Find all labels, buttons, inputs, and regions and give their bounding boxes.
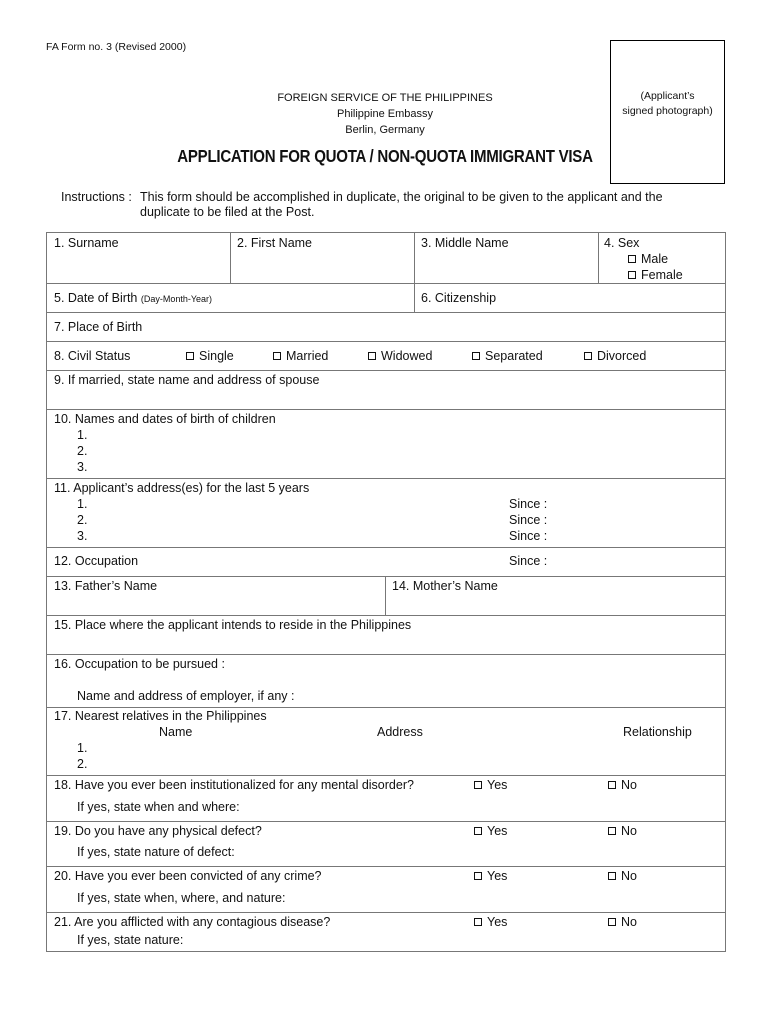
q21-question: 21. Are you afflicted with any contagious disease? (54, 915, 331, 929)
intended-residence-field[interactable]: 15. Place where the applicant intends to reside in the Philippines (54, 618, 412, 632)
q19-details-field[interactable]: If yes, state nature of defect: (77, 845, 235, 859)
checkbox-icon (368, 352, 376, 360)
header-line-2: Philippine Embassy (337, 108, 433, 120)
q21-details-field[interactable]: If yes, state nature: (77, 933, 184, 947)
dob-format-hint: (Day-Month-Year) (140, 294, 213, 304)
checkbox-icon (474, 781, 482, 789)
single-label: Single (199, 349, 234, 363)
q20-details-field[interactable]: If yes, state when, where, and nature: (77, 891, 286, 905)
checkbox-icon (608, 918, 616, 926)
q18-details-field[interactable]: If yes, state when and where: (77, 800, 240, 814)
child-2-field[interactable]: 2. (77, 444, 88, 458)
checkbox-icon (608, 781, 616, 789)
civil-status-single-checkbox[interactable] (186, 348, 234, 364)
q18-no-checkbox[interactable] (608, 777, 637, 793)
occupation-since[interactable]: Since : (509, 554, 548, 568)
q20-question: 20. Have you ever been convicted of any crime? (54, 869, 322, 883)
sex-male-checkbox[interactable] (628, 251, 668, 267)
dob-label: 5. Date of Birth (54, 291, 138, 305)
addresses-label: 11. Applicant’s address(es) for the last 5 years (54, 481, 310, 495)
issuer-header (250, 90, 520, 138)
no-label: No (621, 778, 637, 792)
relatives-label: 17. Nearest relatives in the Philippines (54, 709, 267, 723)
married-label: Married (286, 349, 329, 363)
yes-label: Yes (487, 869, 508, 883)
checkbox-icon (608, 827, 616, 835)
checkbox-icon (584, 352, 592, 360)
q19-no-checkbox[interactable] (608, 823, 637, 839)
sex-female-checkbox[interactable] (628, 267, 683, 283)
address-3-field[interactable]: 3. (77, 529, 88, 543)
address-1-field[interactable]: 1. (77, 497, 88, 511)
civil-status-divorced-checkbox[interactable] (584, 348, 646, 364)
checkbox-icon (472, 352, 480, 360)
photo-caption-1: (Applicant’s (640, 90, 695, 102)
q18-yes-checkbox[interactable] (474, 777, 507, 793)
citizenship-field[interactable]: 6. Citizenship (421, 291, 497, 305)
address-2-since[interactable]: Since : (509, 513, 548, 527)
checkbox-icon (474, 918, 482, 926)
checkbox-icon (474, 872, 482, 880)
instructions-label: Instructions : (61, 190, 132, 204)
date-of-birth-field[interactable] (54, 290, 212, 307)
sex-female-label: Female (641, 268, 683, 282)
relative-1-field[interactable]: 1. (77, 741, 88, 755)
no-label: No (621, 869, 637, 883)
q19-yes-checkbox[interactable] (474, 823, 507, 839)
child-3-field[interactable]: 3. (77, 460, 88, 474)
instructions-text: This form should be accomplished in duplicate, the original to be given to the applicant and the duplicate to be filed at the Post. (140, 190, 663, 219)
form-number: FA Form no. 3 (Revised 2000) (46, 41, 187, 53)
surname-field[interactable]: 1. Surname (54, 236, 119, 250)
relatives-name-header: Name (159, 725, 193, 739)
sex-label: 4. Sex (604, 236, 640, 250)
occupation-field[interactable]: 12. Occupation (54, 554, 139, 568)
checkbox-icon (608, 872, 616, 880)
civil-status-widowed-checkbox[interactable] (368, 348, 432, 364)
employer-field[interactable]: Name and address of employer, if any : (77, 689, 295, 703)
address-1-since[interactable]: Since : (509, 497, 548, 511)
photo-caption-2: signed photograph) (622, 105, 713, 117)
q21-yes-checkbox[interactable] (474, 914, 507, 930)
address-2-field[interactable]: 2. (77, 513, 88, 527)
separated-label: Separated (485, 349, 543, 363)
child-1-field[interactable]: 1. (77, 428, 88, 442)
q19-question: 19. Do you have any physical defect? (54, 824, 262, 838)
yes-label: Yes (487, 915, 508, 929)
no-label: No (621, 915, 637, 929)
q21-no-checkbox[interactable] (608, 914, 637, 930)
header-line-1: FOREIGN SERVICE OF THE PHILIPPINES (277, 92, 493, 104)
civil-status-married-checkbox[interactable] (273, 348, 328, 364)
yes-label: Yes (487, 824, 508, 838)
middle-name-field[interactable]: 3. Middle Name (421, 236, 509, 250)
no-label: No (621, 824, 637, 838)
application-form-table (46, 232, 726, 952)
sex-male-label: Male (641, 252, 669, 266)
civil-status-label: 8. Civil Status (54, 349, 131, 363)
civil-status-separated-checkbox[interactable] (472, 348, 543, 364)
yes-label: Yes (487, 778, 508, 792)
checkbox-icon (628, 271, 636, 279)
checkbox-icon (273, 352, 281, 360)
widowed-label: Widowed (381, 349, 433, 363)
children-label: 10. Names and dates of birth of children (54, 412, 276, 426)
address-3-since[interactable]: Since : (509, 529, 548, 543)
relative-2-field[interactable]: 2. (77, 757, 88, 771)
relatives-address-header: Address (377, 725, 423, 739)
q20-no-checkbox[interactable] (608, 868, 637, 884)
occupation-pursued-field[interactable]: 16. Occupation to be pursued : (54, 657, 225, 671)
checkbox-icon (628, 255, 636, 263)
form-title: APPLICATION FOR QUOTA / NON-QUOTA IMMIGRANT VISA (177, 146, 593, 166)
spouse-field[interactable]: 9. If married, state name and address of spouse (54, 373, 320, 387)
relatives-relationship-header: Relationship (623, 725, 692, 739)
place-of-birth-field[interactable]: 7. Place of Birth (54, 320, 143, 334)
q20-yes-checkbox[interactable] (474, 868, 507, 884)
divorced-label: Divorced (597, 349, 647, 363)
checkbox-icon (474, 827, 482, 835)
father-name-field[interactable]: 13. Father’s Name (54, 579, 158, 593)
header-line-3: Berlin, Germany (345, 124, 425, 136)
checkbox-icon (186, 352, 194, 360)
q18-question: 18. Have you ever been institutionalized for any mental disorder? (54, 778, 414, 792)
mother-name-field[interactable]: 14. Mother’s Name (392, 579, 498, 593)
first-name-field[interactable]: 2. First Name (237, 236, 313, 250)
